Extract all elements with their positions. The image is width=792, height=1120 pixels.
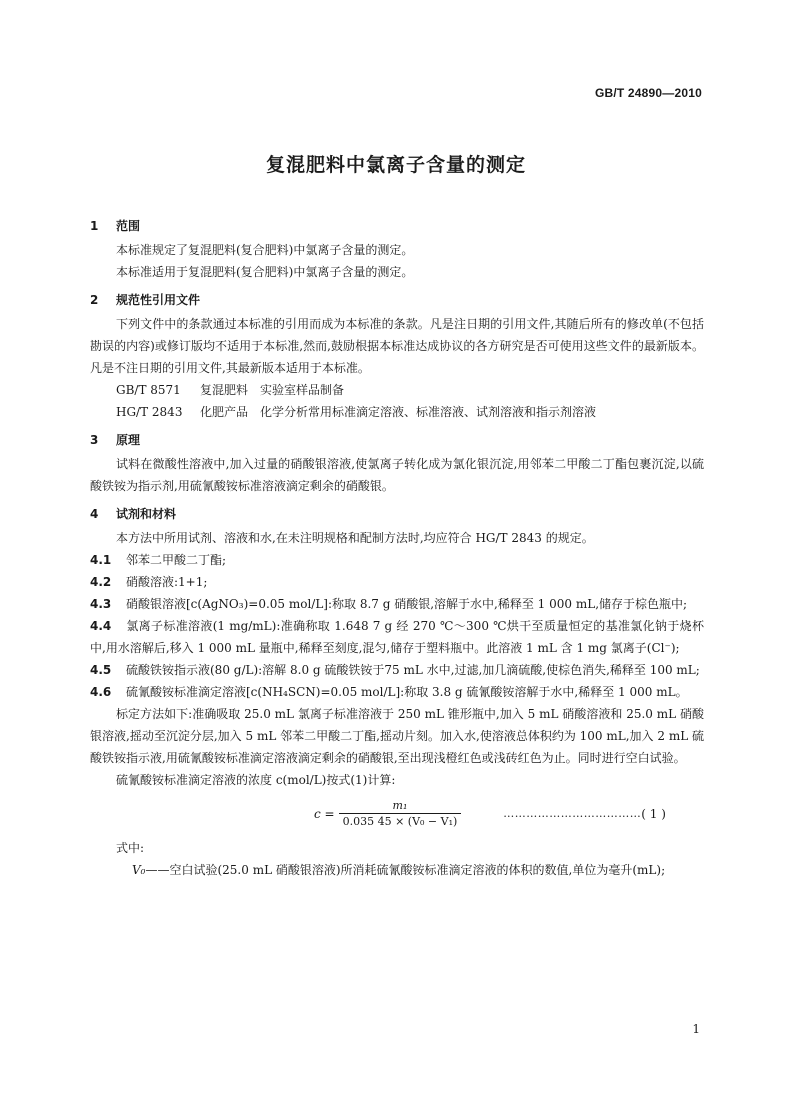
paragraph: 本标准规定了复混肥料(复合肥料)中氯离子含量的测定。 (116, 243, 414, 257)
item-number: 4.5 (90, 663, 112, 677)
paragraph: 试料在微酸性溶液中,加入过量的硝酸银溶液,使氯离子转化成为氯化银沉淀,用邻苯二甲酸二丁酯包裹沉淀,以硫酸铁铵为指示剂,用硫氰酸铵标准溶液滴定剩余的硝酸银。 (90, 457, 704, 493)
reference-code: GB/T 8571 (116, 383, 181, 397)
paragraph-formula-intro: 硫氰酸铵标准滴定溶液的浓度 c(mol/L)按式(1)计算: (116, 773, 396, 787)
reference-item (90, 401, 704, 423)
section-heading-normative-references (90, 289, 704, 311)
reference-title: 复混肥料 实验室样品制备 (200, 383, 345, 397)
item-text: 硫氰酸铵标准滴定溶液[c(NH₄SCN)=0.05 mol/L]:称取 3.8 g 硫氰酸铵溶解于水中,稀释至 1 000 mL。 (126, 685, 688, 699)
reagent-item (90, 593, 704, 615)
item-text: 硝酸溶液:1+1; (126, 575, 208, 589)
section-title: 规范性引用文件 (116, 293, 201, 307)
reagent-item (90, 681, 704, 703)
reference-code: HG/T 2843 (116, 405, 183, 419)
where-label: 式中: (116, 841, 145, 855)
item-text: 硫酸铁铵指示液(80 g/L):溶解 8.0 g 硫酸铁铵于75 mL 水中,过滤,加几滴硫酸,使棕色消失,稀释至 100 mL; (126, 663, 700, 677)
section-number: 1 (90, 219, 99, 233)
reagent-item (90, 615, 704, 659)
paragraph-calibration: 标定方法如下:准确吸取 25.0 mL 氯离子标准溶液于 250 mL 锥形瓶中,加入 5 mL 硝酸溶液和 25.0 mL 硝酸银溶液,摇动至沉淀分层,加入 5 mL 邻苯二甲酸二丁酯,摇动片刻。加入水,使溶液总体积约为 100 mL,加入 2 mL 硫酸铁铵指示液,用硫氰酸铵标准滴定溶液滴定剩余的硝酸银,至出现浅橙红色或浅砖红色为止。同时进行空白试验。 (90, 707, 704, 765)
page-number: 1 (692, 1022, 700, 1036)
reagent-item (90, 659, 704, 681)
formula-label: ( 1 ) (641, 807, 666, 821)
reference-item (90, 379, 704, 401)
item-number: 4.6 (90, 685, 112, 699)
item-number: 4.3 (90, 597, 112, 611)
symbol-dash: —— (145, 863, 170, 877)
formula-numerator: m₁ (392, 799, 408, 812)
section-number: 3 (90, 433, 99, 447)
section-title: 原理 (116, 433, 141, 447)
item-number: 4.4 (90, 619, 112, 633)
paragraph: 本方法中所用试剂、溶液和水,在未注明规格和配制方法时,均应符合 HG/T 2843 的规定。 (116, 531, 594, 545)
document-title: 复混肥料中氯离子含量的测定 (265, 154, 526, 176)
item-text: 硝酸银溶液[c(AgNO₃)=0.05 mol/L]:称取 8.7 g 硝酸银,溶解于水中,稀释至 1 000 mL,储存于棕色瓶中; (126, 597, 688, 611)
formula-denominator: 0.035 45 × (V₀ − V₁) (339, 813, 462, 829)
reagent-item (90, 549, 704, 571)
section-number: 4 (90, 507, 99, 521)
section-number: 2 (90, 293, 99, 307)
paragraph: 下列文件中的条款通过本标准的引用而成为本标准的条款。凡是注日期的引用文件,其随后所有的修改单(不包括勘误的内容)或修订版均不适用于本标准,然而,鼓励根据本标准达成协议的各方研究是否可使用这些文件的最新版本。凡是不注日期的引用文件,其最新版本适用于本标准。 (90, 317, 704, 375)
item-text: 氯离子标准溶液(1 mg/mL):准确称取 1.648 7 g 经 270 ℃～300 ℃烘干至质量恒定的基准氯化钠于烧杯中,用水溶解后,移入 1 000 mL 量瓶中,稀释至刻度,混匀,储存于塑料瓶中。此溶液 1 mL 含 1 mg 氯离子(Cl⁻); (90, 619, 704, 655)
item-text: 邻苯二甲酸二丁酯; (126, 553, 227, 567)
document-body (90, 215, 704, 881)
symbol-definition (90, 859, 704, 881)
standard-code: GB/T 24890—2010 (594, 86, 702, 100)
item-number: 4.1 (90, 553, 112, 567)
section-heading-reagents (90, 503, 704, 525)
formula-leader-dots: ……………………………… (503, 807, 642, 820)
section-title: 范围 (116, 219, 141, 233)
symbol-description: 空白试验(25.0 mL 硝酸银溶液)所消耗硫氰酸铵标准滴定溶液的体积的数值,单位为毫升(mL); (169, 863, 666, 877)
reagent-item (90, 571, 704, 593)
item-number: 4.2 (90, 575, 112, 589)
formula-lhs: c = (314, 807, 335, 821)
section-title: 试剂和材料 (116, 507, 177, 521)
formula-fraction (339, 799, 462, 829)
reference-title: 化肥产品 化学分析常用标准滴定溶液、标准溶液、试剂溶液和指示剂溶液 (200, 405, 597, 419)
paragraph: 本标准适用于复混肥料(复合肥料)中氯离子含量的测定。 (116, 265, 414, 279)
formula-1 (90, 793, 704, 835)
symbol: V₀ (132, 863, 146, 877)
section-heading-principle (90, 429, 704, 451)
section-heading-scope (90, 215, 704, 237)
